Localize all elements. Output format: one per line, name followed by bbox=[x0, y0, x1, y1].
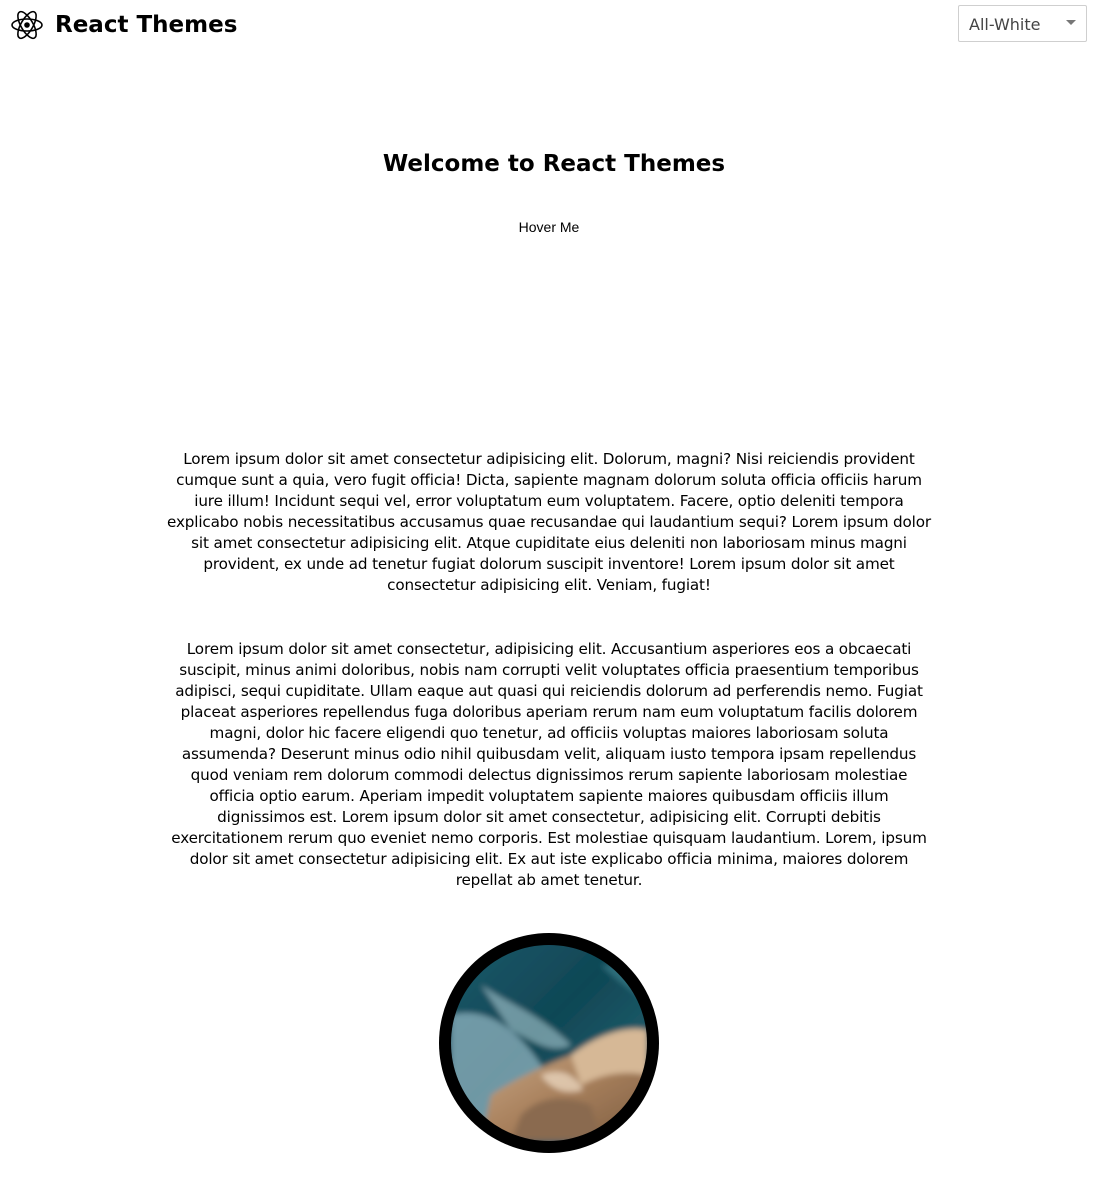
brand-title[interactable]: React Themes bbox=[55, 12, 238, 38]
react-atom-icon bbox=[10, 8, 44, 42]
hover-me-button[interactable]: Hover Me bbox=[504, 216, 594, 238]
theme-select[interactable] bbox=[958, 5, 1087, 42]
header bbox=[0, 0, 1108, 50]
ocean-rocks-image bbox=[451, 945, 647, 1141]
avatar bbox=[439, 933, 659, 1153]
theme-select-value: All-White bbox=[969, 15, 1041, 34]
caret-down-icon bbox=[1066, 20, 1076, 25]
paragraph-1: Lorem ipsum dolor sit amet consectetur adipisicing elit. Dolorum, magni? Nisi reiciendis provident cumque sunt a quia, vero fugit officia! Dicta, sapiente magnam dolorum soluta officia officiis harum iure illum! Incidunt sequi vel, error voluptatum eum voluptatem. Facere, optio deleniti tempora explicabo nobis necessitatibus accusamus quae recusandae qui laudantium sequi? Lorem ipsum dolor sit amet consectetur adipisicing elit. Atque cupiditate eius deleniti non laboriosam minus magni provident, ex unde ad tenetur fugiat dolorum suscipit inventore! Lorem ipsum dolor sit amet consectetur adipisicing elit. Veniam, fugiat! bbox=[167, 450, 931, 594]
paragraph-2: Lorem ipsum dolor sit amet consectetur, adipisicing elit. Accusantium asperiores eos a obcaecati suscipit, minus animi doloribus, nobis nam corrupti velit voluptates officia praesentium temporibus adipisci, sequi cupiditate. Ullam eaque aut quasi qui reiciendis dolorum ad perferendis nemo. Fugiat placeat asperiores repellendus fuga doloribus aperiam rerum nam eum voluptatum facilis dolorem magni, dolor hic facere eligendi quo tenetur, ad officiis voluptas maiores laboriosam soluta assumenda? Deserunt minus odio nihil quibusdam velit, aliquam iusto tempora ipsam repellendus quod veniam rem dolorum commodi delectus dignissimos rerum sapiente laboriosam molestiae officia optio earum. Aperiam impedit voluptatem sapiente maiores quibusdam officiis illum dignissimos est. Lorem ipsum dolor sit amet consectetur, adipisicing elit. Corrupti debitis exercitationem rerum quo eveniet nemo corporis. Est molestiae quisquam laudantium. Lorem, ipsum dolor sit amet consectetur adipisicing elit. Ex aut iste explicabo officia minima, maiores dolorem repellat ab amet tenetur. bbox=[171, 640, 927, 889]
page-title: Welcome to React Themes bbox=[382, 151, 726, 177]
